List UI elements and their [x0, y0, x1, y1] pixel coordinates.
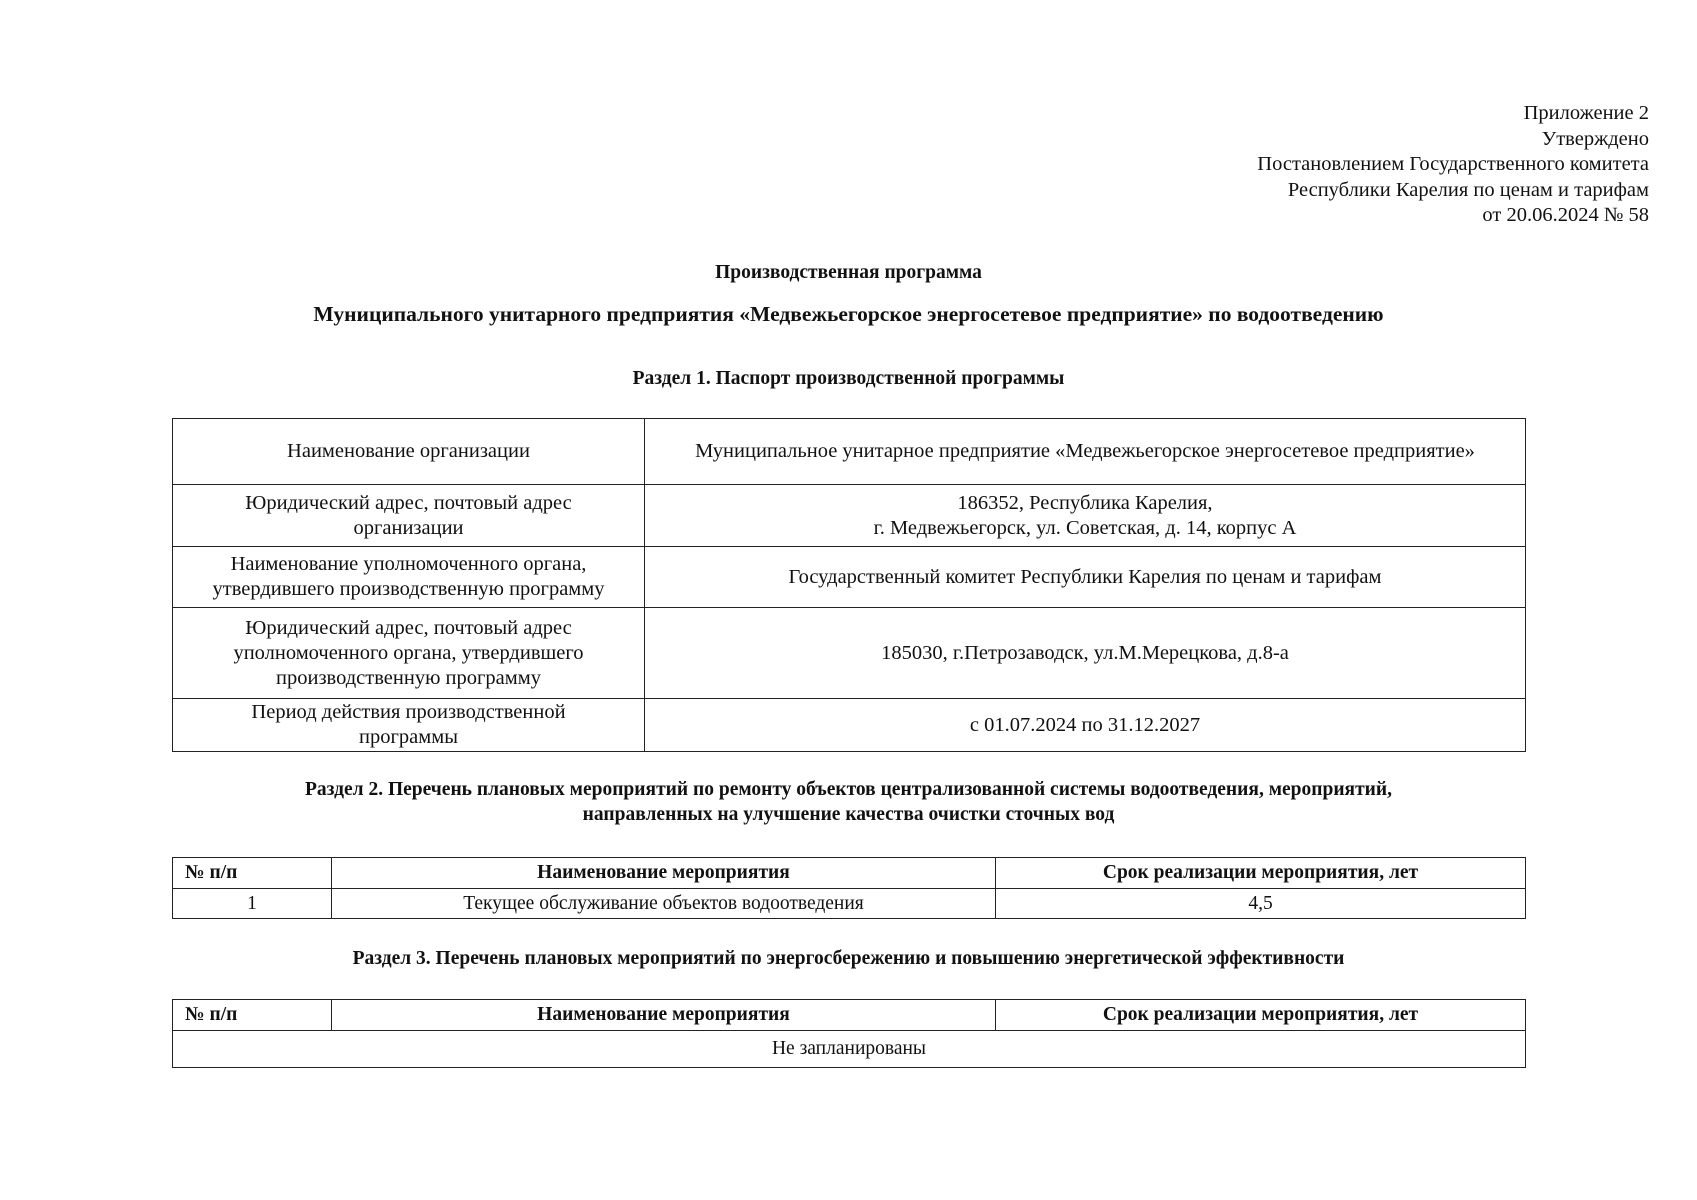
- table-cell-value: [645, 608, 1526, 699]
- section2-title-line: направленных на улучшение качества очистки сточных вод: [582, 804, 1115, 825]
- approval-line: Постановлением Государственного комитета: [1257, 153, 1649, 175]
- approval-line: Приложение 2: [1523, 102, 1649, 124]
- cell-line: г. Медвежьегорск, ул. Советская, д. 14, корпус А: [873, 516, 1297, 539]
- program-title: Производственная программа: [715, 262, 982, 283]
- table-header-row: [173, 858, 1526, 889]
- table-row: [173, 608, 1526, 699]
- cell-line: Период действия производственной: [251, 701, 566, 723]
- table-cell-name: Текущее обслуживание объектов водоотведения: [332, 889, 996, 919]
- cell-line: организации: [353, 516, 464, 539]
- approval-line: от 20.06.2024 № 58: [1482, 204, 1649, 226]
- cell-line: производственную программу: [276, 666, 541, 689]
- cell-line: Государственный комитет Республики Карелия по ценам и тарифам: [788, 565, 1382, 588]
- cell-line: Наименование уполномоченного органа,: [230, 553, 587, 575]
- passport-table: [172, 418, 1526, 752]
- table-header-row: [173, 1000, 1526, 1031]
- section3-table: [172, 999, 1526, 1068]
- table-row: [173, 485, 1526, 547]
- table-cell-label: [173, 485, 645, 547]
- column-header-number: № п/п: [173, 858, 332, 889]
- section1-title: Раздел 1. Паспорт производственной программы: [632, 368, 1065, 389]
- table-cell-value: [645, 485, 1526, 547]
- cell-line: утвердившего производственную программу: [212, 578, 605, 600]
- enterprise-title: Муниципального унитарного предприятия «Медвежьегорское энергосетевое предприятие» по водоотведению: [313, 302, 1384, 326]
- column-header-name: Наименование мероприятия: [332, 1000, 996, 1031]
- cell-line: Юридический адрес, почтовый адрес: [245, 491, 572, 514]
- table-row: [173, 699, 1526, 752]
- table-cell-value: [645, 699, 1526, 752]
- section2-title: [0, 777, 1697, 827]
- table-cell-value: [645, 419, 1526, 485]
- section2-title-line: Раздел 2. Перечень плановых мероприятий по ремонту объектов централизованной системы водоотведения, мероприятий,: [304, 779, 1393, 800]
- cell-line: Муниципальное унитарное предприятие «Медвежьегорское энергосетевое предприятие»: [695, 440, 1475, 462]
- cell-line: Наименование организации: [287, 440, 530, 462]
- table-cell-number: 1: [173, 889, 332, 919]
- column-header-number: № п/п: [173, 1000, 332, 1031]
- approval-block: [1257, 101, 1649, 229]
- table-cell-empty: Не запланированы: [173, 1031, 1526, 1068]
- table-row: [173, 889, 1526, 919]
- cell-line: с 01.07.2024 по 31.12.2027: [969, 713, 1201, 736]
- table-cell-term: 4,5: [996, 889, 1526, 919]
- cell-line: уполномоченного органа, утвердившего: [233, 641, 584, 664]
- table-cell-label: [173, 608, 645, 699]
- table-row: [173, 419, 1526, 485]
- cell-line: Юридический адрес, почтовый адрес: [245, 616, 572, 639]
- table-cell-label: [173, 419, 645, 485]
- table-cell-value: [645, 547, 1526, 608]
- table-cell-label: [173, 547, 645, 608]
- column-header-term: Срок реализации мероприятия, лет: [996, 858, 1526, 889]
- table-row: [173, 1031, 1526, 1068]
- approval-line: Республики Карелия по ценам и тарифам: [1287, 178, 1649, 201]
- section2-table: [172, 857, 1526, 919]
- cell-line: программы: [359, 726, 458, 748]
- table-row: [173, 547, 1526, 608]
- cell-line: 185030, г.Петрозаводск, ул.М.Мерецкова, д.8-а: [881, 641, 1289, 664]
- cell-line: 186352, Республика Карелия,: [957, 491, 1213, 514]
- column-header-name: Наименование мероприятия: [332, 858, 996, 889]
- column-header-term: Срок реализации мероприятия, лет: [996, 1000, 1526, 1031]
- table-cell-label: [173, 699, 645, 752]
- section3-title: Раздел 3. Перечень плановых мероприятий по энергосбережению и повышению энергетической эффективности: [352, 948, 1345, 969]
- approval-line: Утверждено: [1541, 127, 1649, 150]
